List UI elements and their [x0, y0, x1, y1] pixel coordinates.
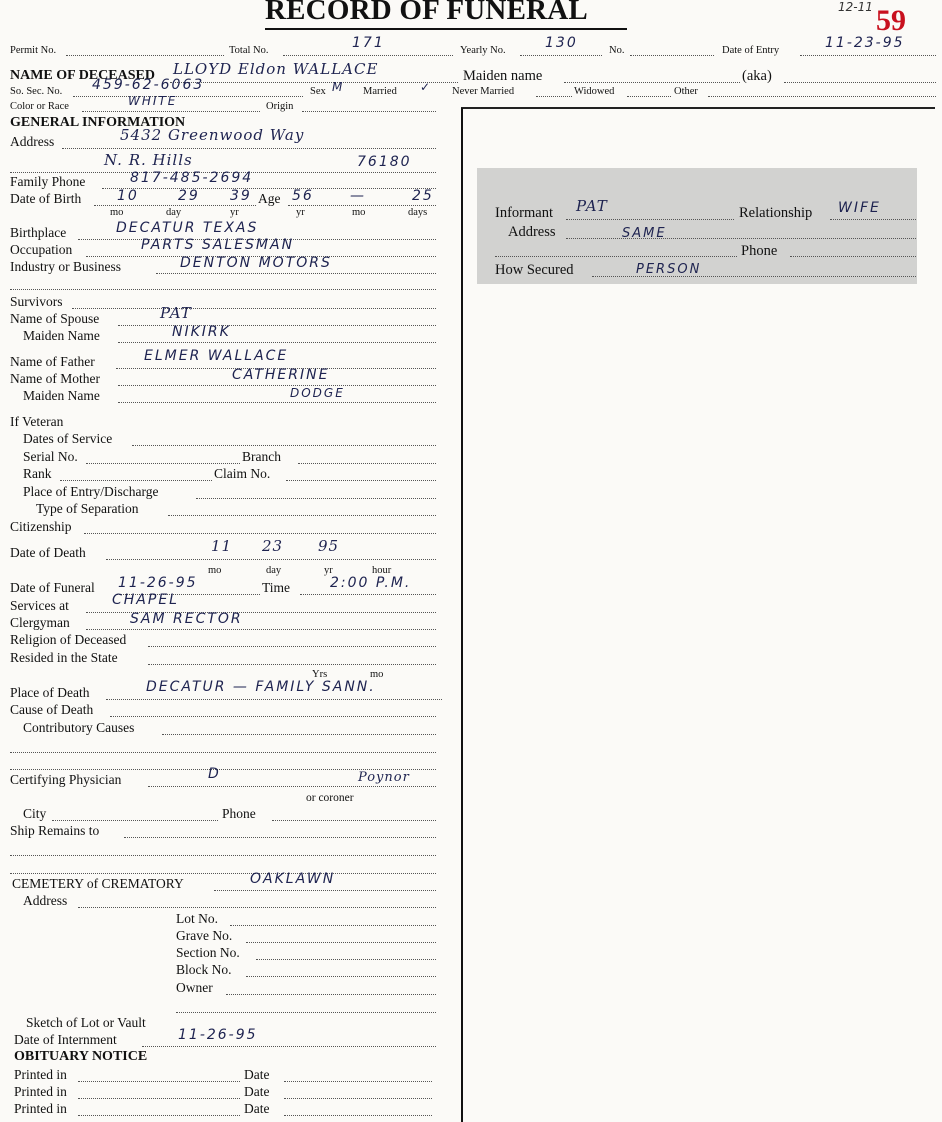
- address-line2: N. R. Hills: [104, 151, 193, 169]
- spouse-label: Name of Spouse: [10, 311, 100, 326]
- unit-mo: mo: [110, 207, 124, 218]
- obit-date-label-3: Date: [244, 1101, 270, 1116]
- page-title: RECORD OF FUNERAL: [265, 0, 627, 27]
- internment-label: Date of Internment: [14, 1032, 117, 1047]
- claim-label: Claim No.: [214, 466, 271, 481]
- funeral-time-value: 2:00 P.M.: [330, 575, 412, 591]
- relationship-label: Relationship: [739, 205, 813, 221]
- serial-label: Serial No.: [23, 449, 78, 464]
- sex-label: Sex: [310, 86, 326, 97]
- unit-mo2: mo: [352, 207, 366, 218]
- cemetery-value: OAKLAWN: [250, 871, 336, 887]
- industry-value: DENTON MOTORS: [180, 255, 332, 271]
- coroner-label: or coroner: [306, 792, 354, 804]
- address-value: 5432 Greenwood Way: [120, 126, 305, 144]
- internment-value: 11-26-95: [178, 1027, 258, 1043]
- how-secured-value: PERSON: [636, 262, 702, 277]
- unit-death-mo: mo: [208, 565, 222, 576]
- dob-month: 10: [117, 188, 139, 204]
- unit-death-hour: hour: [372, 565, 392, 576]
- informant-label: Informant: [495, 205, 553, 221]
- entry-label: Date of Entry: [722, 45, 780, 56]
- dob-label: Date of Birth: [10, 191, 82, 206]
- grave-label: Grave No.: [176, 928, 233, 943]
- page-note: 12-11: [838, 0, 873, 14]
- religion-label: Religion of Deceased: [10, 632, 127, 647]
- dob-year: 39: [230, 188, 252, 204]
- city-label: City: [23, 806, 47, 821]
- entry-discharge-label: Place of Entry/Discharge: [23, 484, 159, 499]
- clergyman-value: SAM RECTOR: [130, 611, 243, 627]
- sex-value: M: [332, 80, 345, 94]
- spouse-maiden-label: Maiden Name: [23, 328, 100, 343]
- owner-label: Owner: [176, 980, 213, 995]
- funeral-date-label: Date of Funeral: [10, 580, 95, 595]
- unit-yr2: yr: [296, 207, 305, 218]
- how-secured-label: How Secured: [495, 262, 574, 278]
- physician-value-b: Poynor: [358, 770, 410, 785]
- citizenship-label: Citizenship: [10, 519, 72, 534]
- family-phone-value: 817-485-2694: [130, 170, 254, 186]
- unit-resided-yrs: Yrs: [312, 669, 328, 680]
- zip-value: 76180: [357, 154, 412, 170]
- informant-value: PAT: [576, 197, 608, 215]
- unit-days: days: [408, 207, 428, 218]
- divider-horizontal: [461, 107, 935, 109]
- yearly-label: Yearly No.: [460, 45, 506, 56]
- deceased-name-value: LLOYD Eldon WALLACE: [173, 60, 379, 78]
- informant-address-value: SAME: [622, 226, 667, 241]
- entry-value: 11-23-95: [825, 35, 905, 51]
- deceased-name-label: NAME OF DECEASED: [10, 68, 155, 83]
- date-of-death-label: Date of Death: [10, 545, 86, 560]
- unit-day: day: [166, 207, 182, 218]
- clergyman-label: Clergyman: [10, 615, 70, 630]
- obituary-heading: OBITUARY NOTICE: [14, 1049, 148, 1064]
- informant-phone-label: Phone: [741, 243, 778, 259]
- printed-in-label-2: Printed in: [14, 1084, 67, 1099]
- cause-label: Cause of Death: [10, 702, 94, 717]
- physician-label: Certifying Physician: [10, 772, 122, 787]
- informant-address-label: Address: [508, 224, 556, 240]
- family-phone-label: Family Phone: [10, 174, 86, 189]
- widowed-label: Widowed: [574, 86, 615, 97]
- services-label: Services at: [10, 598, 69, 613]
- relationship-value: WIFE: [838, 200, 881, 216]
- separation-label: Type of Separation: [36, 501, 139, 516]
- total-value: 171: [352, 35, 385, 51]
- branch-label: Branch: [242, 449, 281, 464]
- general-info-heading: GENERAL INFORMATION: [10, 115, 186, 130]
- age-years: 56: [292, 188, 314, 204]
- dod-day: 23: [262, 537, 284, 555]
- cemetery-address-label: Address: [23, 893, 68, 908]
- rank-label: Rank: [23, 466, 52, 481]
- printed-in-label-3: Printed in: [14, 1101, 67, 1116]
- unit-resided-mo: mo: [370, 669, 384, 680]
- never-married-label: Never Married: [452, 86, 515, 97]
- address-label: Address: [10, 134, 55, 149]
- father-label: Name of Father: [10, 354, 95, 369]
- city-phone-label: Phone: [222, 806, 256, 821]
- place-of-death-label: Place of Death: [10, 685, 90, 700]
- ssn-label: So. Sec. No.: [10, 86, 63, 97]
- section-label: Section No.: [176, 945, 240, 960]
- age-days: 25: [412, 188, 434, 204]
- unit-yr: yr: [230, 207, 239, 218]
- permit-label: Permit No.: [10, 45, 57, 56]
- page-number: 59: [876, 4, 906, 37]
- cemetery-word: CEMETERY: [12, 876, 84, 891]
- obit-date-label-2: Date: [244, 1084, 270, 1099]
- resided-label: Resided in the State: [10, 650, 118, 665]
- dod-month: 11: [211, 537, 233, 555]
- physician-value-a: D: [208, 766, 221, 782]
- maiden-name-label: Maiden name: [463, 68, 543, 84]
- crematory-word: of CREMATORY: [86, 876, 184, 891]
- aka-label: (aka): [742, 68, 772, 84]
- spouse-maiden-value: NIKIRK: [172, 324, 231, 340]
- yearly-value: 130: [545, 35, 578, 51]
- veteran-heading: If Veteran: [10, 414, 64, 429]
- married-check: ✓: [420, 80, 433, 94]
- spouse-value: PAT: [160, 304, 192, 322]
- cemetery-label: [12, 876, 184, 892]
- survivors-label: Survivors: [10, 294, 63, 309]
- race-value: WHITE: [128, 94, 178, 108]
- mother-maiden-label: Maiden Name: [23, 388, 100, 403]
- mother-maiden-value: DODGE: [290, 386, 345, 400]
- birthplace-value: DECATUR TEXAS: [116, 220, 259, 236]
- married-label: Married: [363, 86, 397, 97]
- industry-label: Industry or Business: [10, 259, 121, 274]
- unit-death-day: day: [266, 565, 282, 576]
- ship-remains-label: Ship Remains to: [10, 823, 100, 838]
- other-label: Other: [674, 86, 698, 97]
- obit-date-label-1: Date: [244, 1067, 270, 1082]
- place-of-death-value: DECATUR — FAMILY SANN.: [146, 679, 376, 695]
- birthplace-label: Birthplace: [10, 225, 67, 240]
- services-value: CHAPEL: [112, 592, 179, 608]
- race-label: Color or Race: [10, 101, 69, 112]
- funeral-time-label: Time: [262, 580, 291, 595]
- divider-vertical: [461, 108, 463, 1122]
- service-dates-label: Dates of Service: [23, 431, 113, 446]
- total-label: Total No.: [229, 45, 269, 56]
- origin-label: Origin: [266, 101, 294, 112]
- dod-year: 95: [318, 537, 340, 555]
- ssn-value: 459-62-6063: [92, 77, 205, 93]
- age-months: —: [350, 188, 366, 204]
- father-value: ELMER WALLACE: [144, 348, 289, 364]
- age-label: Age: [258, 191, 281, 206]
- block-label: Block No.: [176, 962, 232, 977]
- occupation-value: PARTS SALESMAN: [141, 237, 295, 253]
- sketch-label: Sketch of Lot or Vault: [26, 1015, 146, 1030]
- funeral-date-value: 11-26-95: [118, 575, 198, 591]
- unit-death-yr: yr: [324, 565, 333, 576]
- mother-label: Name of Mother: [10, 371, 100, 386]
- dob-day: 29: [178, 188, 200, 204]
- contributory-label: Contributory Causes: [23, 720, 135, 735]
- occupation-label: Occupation: [10, 242, 73, 257]
- printed-in-label-1: Printed in: [14, 1067, 67, 1082]
- mother-value: CATHERINE: [232, 367, 330, 383]
- no-label: No.: [609, 45, 625, 56]
- lot-label: Lot No.: [176, 911, 218, 926]
